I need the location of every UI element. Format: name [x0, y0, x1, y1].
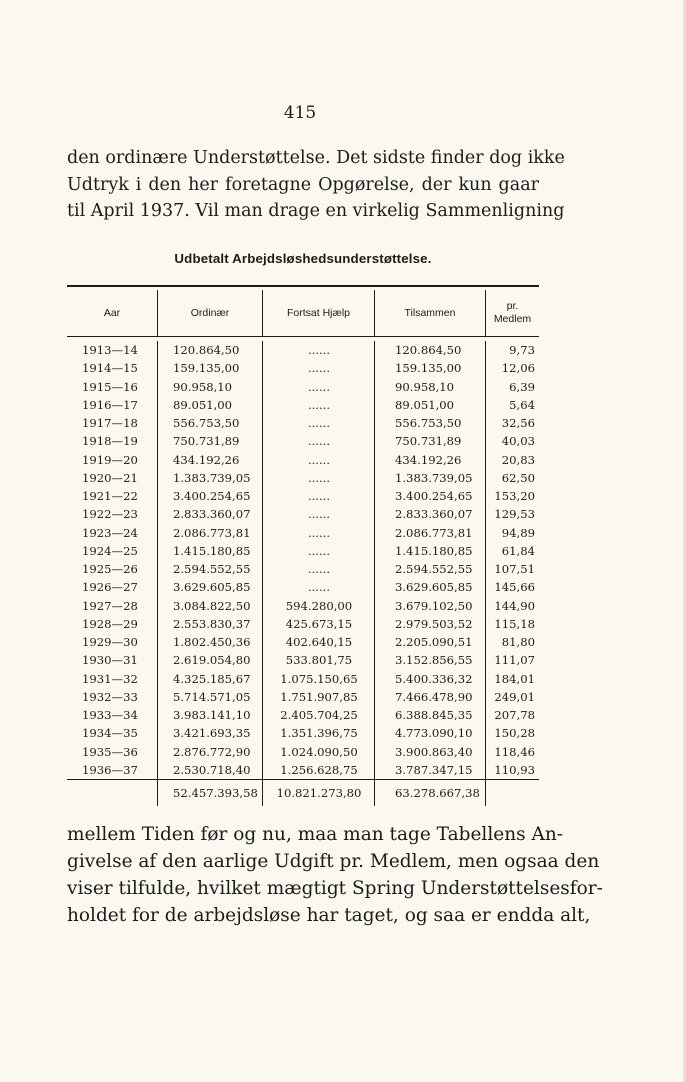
header-pr-medlem: [486, 290, 539, 336]
row-pr-medlem: 62,50: [501, 470, 535, 485]
row-aar: 1928—29: [82, 616, 138, 631]
row-aar: 1914—15: [82, 361, 138, 376]
header-ordinaer: Ordinær: [190, 306, 230, 319]
row-pr-medlem: 9,73: [509, 343, 535, 357]
row-aar: 1920—21: [82, 470, 138, 485]
row-aar: 1925—26: [82, 562, 138, 576]
row-tilsammen: 1.415.180,85: [395, 543, 473, 558]
row-fortsat-hjaelp: ......: [307, 489, 331, 503]
row-aar: 1932—33: [82, 689, 138, 704]
row-aar: 1922—23: [82, 507, 138, 522]
row-tilsammen: 2.833.360,07: [395, 507, 473, 522]
row-aar: 1913—14: [82, 343, 138, 357]
row-ordinaer: 556.753,50: [173, 416, 240, 430]
paragraph-bottom: [67, 822, 603, 930]
row-ordinaer: 120.864,50: [173, 343, 240, 357]
row-tilsammen: 1.383.739,05: [395, 470, 473, 485]
text-line: den ordinære Understøttelse. Det sidste finder dog ikke: [67, 148, 565, 168]
table-row: [67, 378, 539, 396]
row-pr-medlem: 207,78: [494, 708, 535, 722]
table-row: [67, 651, 539, 669]
row-aar: 1931—32: [82, 671, 138, 686]
row-aar: 1923—24: [82, 525, 138, 540]
table-row: [67, 542, 539, 560]
row-aar: 1934—35: [82, 726, 138, 741]
row-pr-medlem: 184,01: [494, 671, 535, 686]
row-tilsammen: 3.152.856,55: [395, 653, 473, 668]
row-ordinaer: 1.415.180,85: [173, 543, 251, 558]
table-row: [67, 597, 539, 615]
row-pr-medlem: 5,64: [509, 397, 535, 412]
row-pr-medlem: 94,89: [501, 525, 535, 540]
row-ordinaer: 90.958,10: [173, 379, 233, 394]
total-tilsammen: 63.278.667,38: [395, 786, 480, 800]
table-row: [67, 688, 539, 706]
row-fortsat-hjaelp: 1.075.150,65: [280, 671, 358, 686]
row-tilsammen: 3.400.254,65: [395, 489, 473, 503]
row-tilsammen: 89.051,00: [395, 397, 455, 412]
row-fortsat-hjaelp: ......: [307, 507, 331, 522]
row-pr-medlem: 12,06: [501, 361, 535, 376]
row-tilsammen: 2.594.552,55: [395, 562, 473, 576]
row-tilsammen: 556.753,50: [395, 416, 462, 430]
row-aar: 1926—27: [82, 580, 138, 595]
table-row: [67, 396, 539, 414]
row-pr-medlem: 153,20: [494, 489, 535, 503]
row-pr-medlem: 81,80: [501, 635, 535, 649]
row-aar: 1930—31: [82, 653, 138, 668]
row-pr-medlem: 115,18: [494, 616, 535, 631]
table-title: Udbetalt Arbejdsløshedsunderstøttelse.: [174, 251, 432, 266]
table-row: [67, 578, 539, 596]
row-ordinaer: 2.876.772,90: [173, 744, 251, 759]
table-row: [67, 414, 539, 432]
row-aar: 1936—37: [82, 762, 138, 777]
row-pr-medlem: 150,28: [494, 726, 535, 741]
row-tilsammen: 120.864,50: [395, 343, 462, 357]
row-tilsammen: 7.466.478,90: [395, 689, 473, 704]
row-tilsammen: 5.400.336,32: [395, 671, 473, 686]
table-row: [67, 670, 539, 688]
row-ordinaer: 2.530.718,40: [173, 762, 251, 777]
row-aar: 1915—16: [82, 379, 138, 394]
row-aar: 1924—25: [82, 543, 138, 558]
row-fortsat-hjaelp: 402.640,15: [285, 635, 353, 649]
table-row: [67, 524, 539, 542]
row-pr-medlem: 129,53: [494, 507, 535, 522]
table-row: [67, 359, 539, 377]
row-ordinaer: 3.400.254,65: [173, 489, 251, 503]
row-ordinaer: 2.594.552,55: [173, 562, 251, 576]
table-row: [67, 633, 539, 651]
row-tilsammen: 3.679.102,50: [395, 598, 473, 613]
row-fortsat-hjaelp: 594.280,00: [285, 598, 353, 613]
row-fortsat-hjaelp: ......: [307, 452, 331, 467]
row-pr-medlem: 144,90: [494, 598, 535, 613]
row-ordinaer: 434.192,26: [173, 452, 240, 467]
row-ordinaer: 750.731,89: [173, 434, 240, 449]
row-pr-medlem: 32,56: [501, 416, 535, 430]
page-number: 415: [283, 103, 317, 123]
row-fortsat-hjaelp: 1.351.396,75: [280, 726, 358, 741]
text-line: til April 1937. Vil man drage en virkelig Sammenligning: [67, 201, 565, 222]
row-ordinaer: 2.619.054,80: [173, 653, 251, 668]
row-fortsat-hjaelp: 425.673,15: [285, 616, 353, 631]
table-row: [67, 341, 539, 359]
row-ordinaer: 2.553.830,37: [173, 616, 251, 631]
table-row: [67, 432, 539, 450]
row-fortsat-hjaelp: ......: [307, 416, 331, 430]
table-row: [67, 743, 539, 761]
row-pr-medlem: 111,07: [494, 653, 535, 668]
row-pr-medlem: 20,83: [501, 452, 535, 467]
table-bottom-rule: [67, 779, 539, 780]
row-pr-medlem: 6,39: [509, 379, 535, 394]
header-tilsammen: Tilsammen: [404, 306, 456, 319]
text-line: Udtryk i den her foretagne Opgørelse, der kun gaar: [67, 174, 539, 195]
total-fortsat-hjaelp: 10.821.273,80: [276, 786, 362, 800]
row-tilsammen: 90.958,10: [395, 379, 455, 394]
table-row: [67, 761, 539, 779]
row-fortsat-hjaelp: ......: [307, 361, 331, 376]
table-row: [67, 560, 539, 578]
row-tilsammen: 6.388.845,35: [395, 708, 473, 722]
row-aar: 1919—20: [82, 452, 138, 467]
table-totals-row: [67, 782, 539, 804]
row-ordinaer: 3.983.141,10: [173, 708, 251, 722]
row-fortsat-hjaelp: ......: [307, 562, 331, 576]
row-aar: 1918—19: [82, 434, 138, 449]
row-aar: 1933—34: [82, 708, 138, 722]
row-aar: 1929—30: [82, 635, 138, 649]
row-tilsammen: 2.205.090,51: [395, 635, 473, 649]
row-fortsat-hjaelp: 2.405.704,25: [280, 708, 358, 722]
row-aar: 1917—18: [82, 416, 138, 430]
table-row: [67, 451, 539, 469]
row-pr-medlem: 61,84: [501, 543, 535, 558]
row-tilsammen: 2.979.503,52: [395, 616, 473, 631]
row-fortsat-hjaelp: ......: [307, 580, 331, 595]
table-row: [67, 706, 539, 724]
row-fortsat-hjaelp: 1.024.090,50: [280, 744, 358, 759]
row-ordinaer: 4.325.185,67: [173, 671, 251, 686]
header-aar: Aar: [103, 306, 121, 319]
text-line: viser tilfulde, hvilket mægtigt Spring Understøttelsesfor-: [67, 877, 603, 899]
header-pr-line1: pr.: [506, 300, 519, 312]
row-tilsammen: 3.787.347,15: [395, 762, 473, 777]
row-aar: 1935—36: [82, 744, 138, 759]
text-line: mellem Tiden før og nu, maa man tage Tabellens An-: [67, 824, 564, 845]
header-fortsat-hjaelp: Fortsat Hjælp: [286, 306, 350, 319]
table-row: [67, 724, 539, 742]
row-ordinaer: 159.135,00: [173, 361, 240, 376]
row-tilsammen: 3.629.605,85: [395, 580, 473, 595]
row-fortsat-hjaelp: ......: [307, 525, 331, 540]
table-row: [67, 469, 539, 487]
row-ordinaer: 5.714.571,05: [173, 689, 251, 704]
row-fortsat-hjaelp: ......: [307, 379, 331, 394]
row-pr-medlem: 118,46: [494, 744, 535, 759]
row-fortsat-hjaelp: 1.751.907,85: [280, 689, 358, 704]
table-row: [67, 505, 539, 523]
total-ordinaer: 52.457.393,58: [173, 786, 258, 800]
row-tilsammen: 434.192,26: [395, 452, 462, 467]
row-tilsammen: 750.731,89: [395, 434, 462, 449]
row-pr-medlem: 249,01: [494, 689, 535, 704]
row-ordinaer: 1.802.450,36: [173, 635, 251, 649]
text-line: givelse af den aarlige Udgift pr. Medlem, men ogsaa den: [67, 850, 600, 872]
row-ordinaer: 2.833.360,07: [173, 507, 251, 522]
row-fortsat-hjaelp: ......: [307, 397, 331, 412]
row-fortsat-hjaelp: 533.801,75: [285, 653, 353, 668]
row-aar: 1927—28: [82, 598, 138, 613]
row-ordinaer: 3.084.822,50: [173, 598, 251, 613]
row-fortsat-hjaelp: ......: [307, 470, 331, 485]
row-tilsammen: 159.135,00: [395, 361, 462, 376]
row-ordinaer: 3.629.605,85: [173, 580, 251, 595]
row-tilsammen: 3.900.863,40: [395, 744, 473, 759]
text-line: holdet for de arbejdsløse har taget, og saa er endda alt,: [67, 904, 591, 926]
row-fortsat-hjaelp: ......: [307, 543, 331, 558]
table-row: [67, 487, 539, 505]
row-ordinaer: 2.086.773,81: [173, 525, 251, 540]
row-ordinaer: 1.383.739,05: [173, 470, 251, 485]
paragraph-top: [67, 145, 565, 225]
row-fortsat-hjaelp: ......: [307, 343, 331, 357]
table-top-rule: [67, 285, 539, 287]
header-pr-line2: Medlem: [493, 313, 532, 325]
row-tilsammen: 4.773.090,10: [395, 726, 473, 741]
row-pr-medlem: 145,66: [494, 580, 535, 595]
table-body: [67, 341, 539, 779]
row-ordinaer: 3.421.693,35: [173, 726, 251, 741]
row-fortsat-hjaelp: 1.256.628,75: [280, 762, 358, 777]
row-aar: 1921—22: [82, 489, 138, 503]
row-pr-medlem: 110,93: [494, 762, 535, 777]
row-fortsat-hjaelp: ......: [307, 434, 331, 449]
row-aar: 1916—17: [82, 397, 138, 412]
row-pr-medlem: 107,51: [494, 562, 535, 576]
table-row: [67, 615, 539, 633]
row-tilsammen: 2.086.773,81: [395, 525, 473, 540]
row-pr-medlem: 40,03: [501, 434, 535, 449]
table-header-rule: [67, 336, 539, 337]
row-ordinaer: 89.051,00: [173, 397, 233, 412]
